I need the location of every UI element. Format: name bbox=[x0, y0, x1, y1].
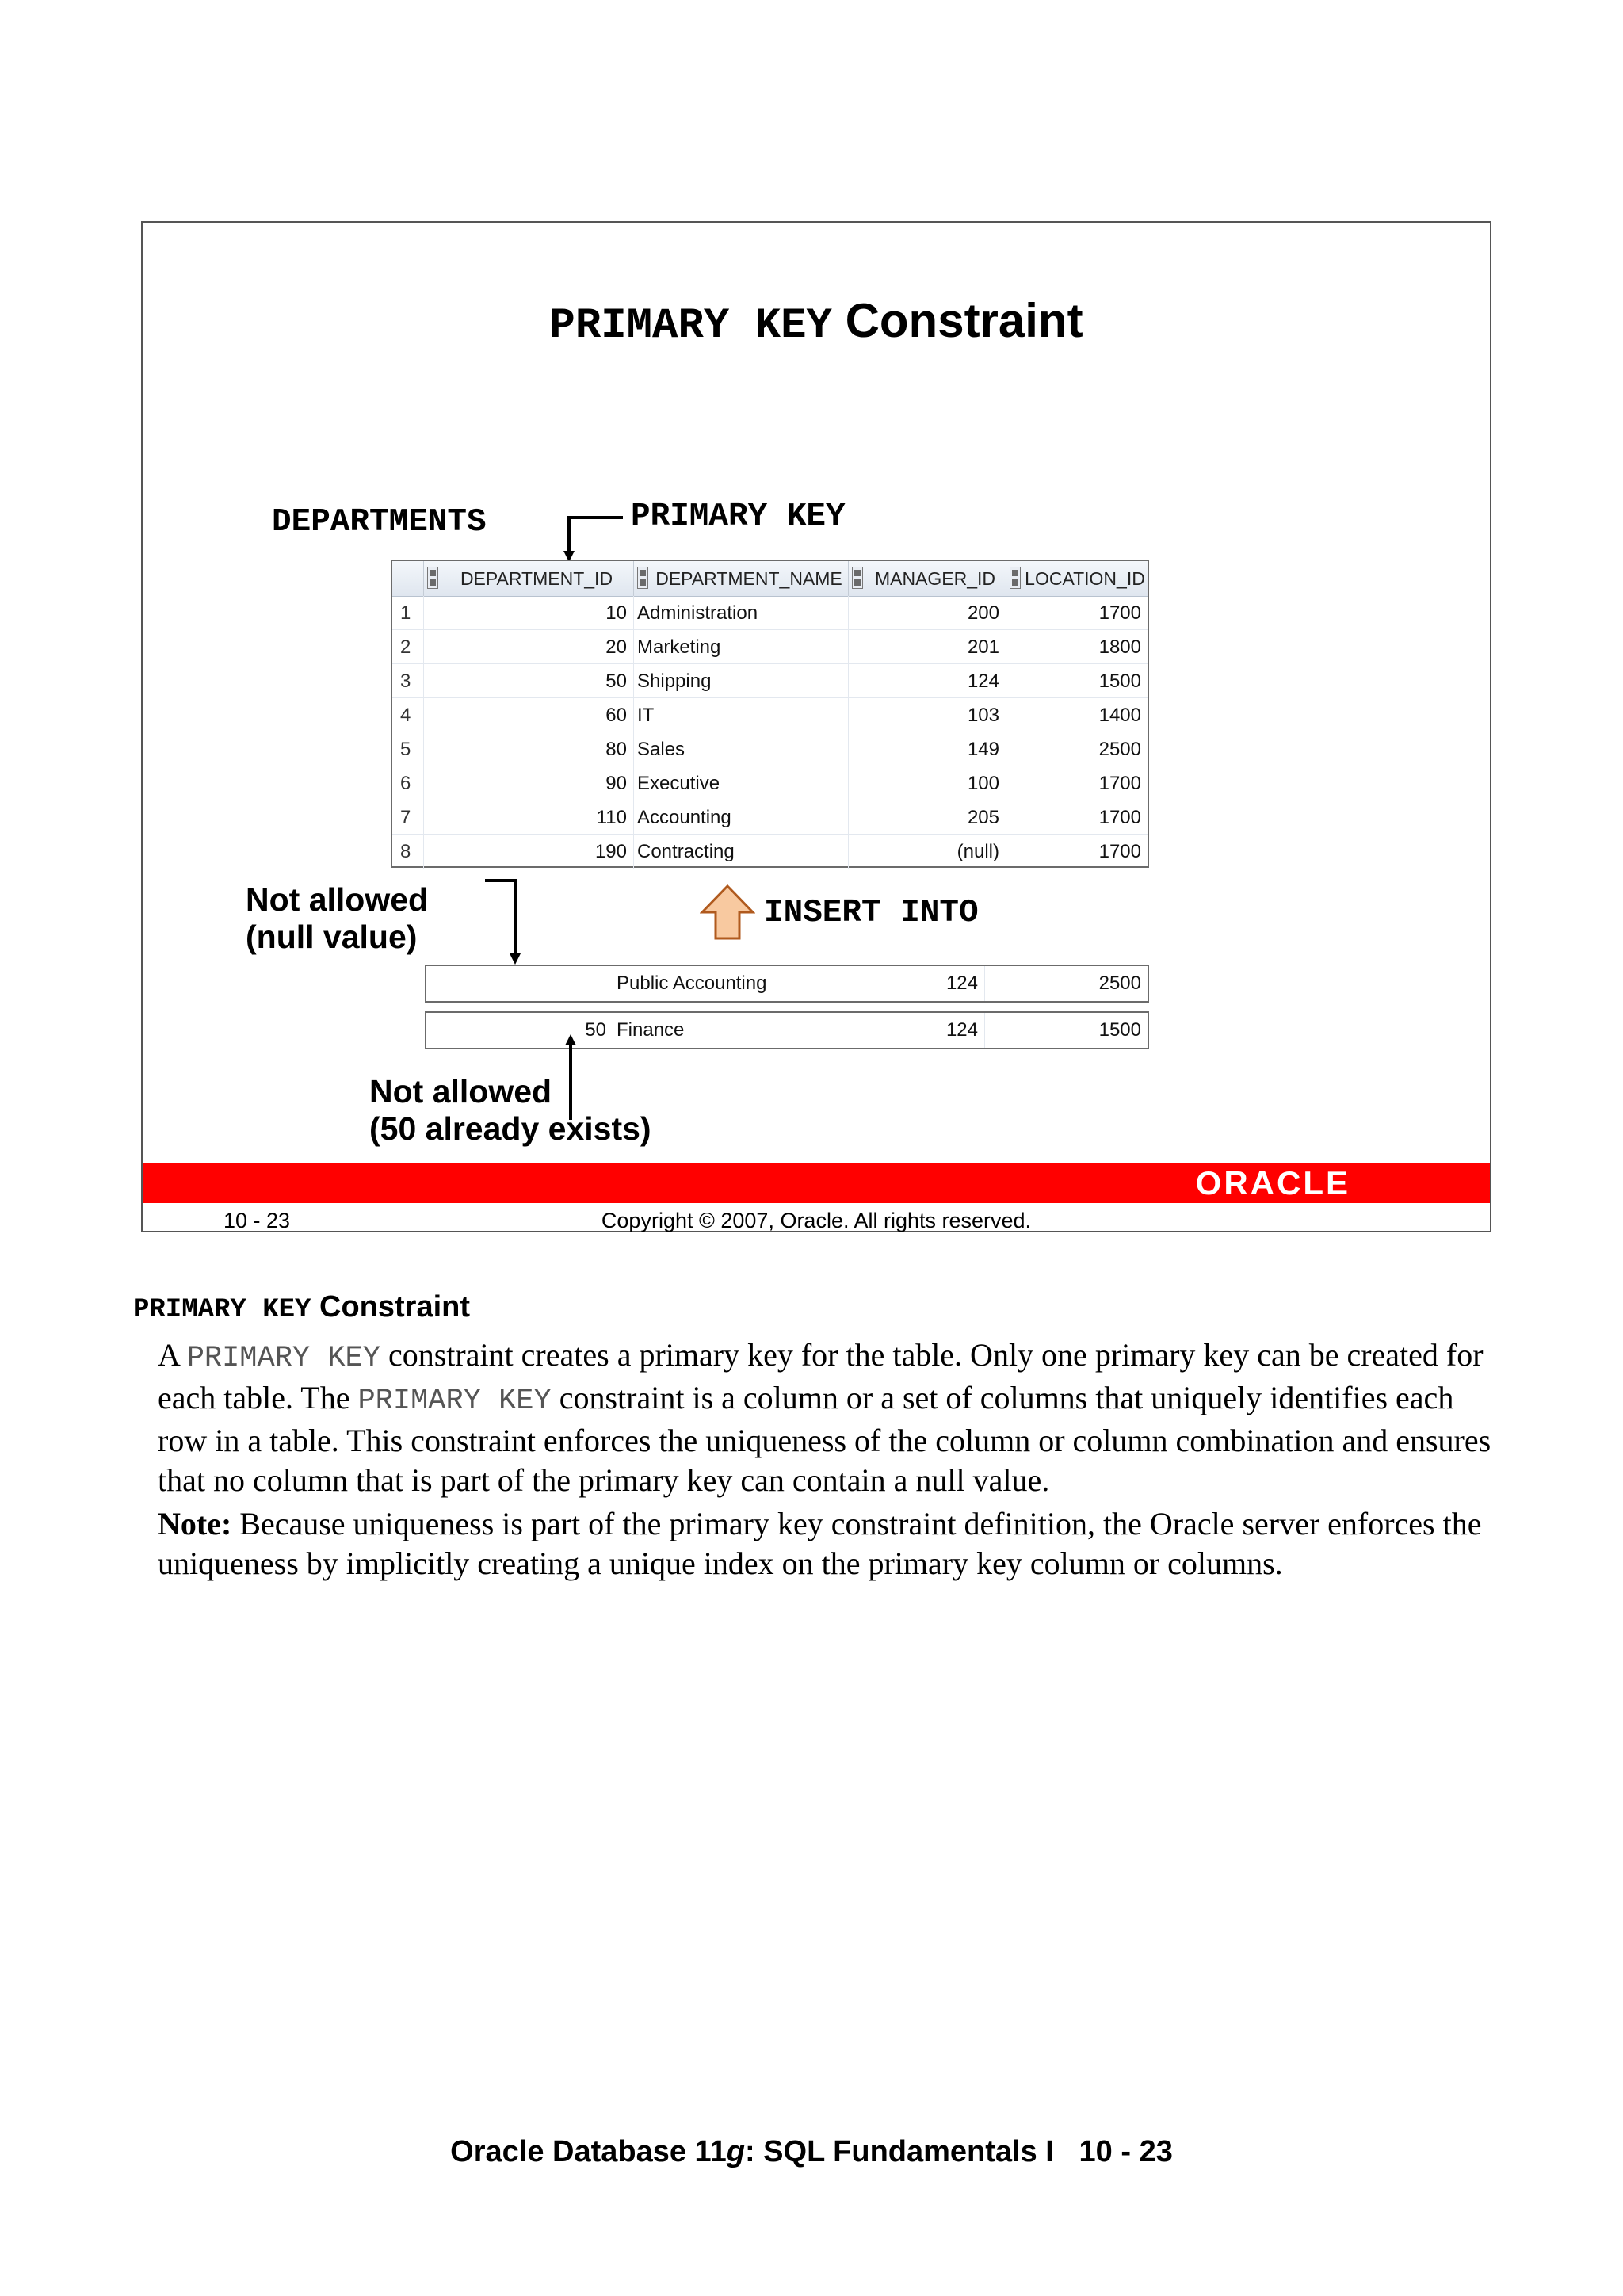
table-row: 3 50 Shipping 124 1500 bbox=[392, 664, 1148, 698]
table-row: 1 10 Administration 200 1700 bbox=[392, 596, 1148, 630]
column-header[interactable]: MANAGER_ID bbox=[849, 561, 1006, 596]
table-row: 2 20 Marketing 201 1800 bbox=[392, 630, 1148, 664]
page-footer: Oracle Database 11g: SQL Fundamentals I 10 - 23 bbox=[450, 2135, 1173, 2168]
pk-connector-v bbox=[567, 516, 571, 554]
column-header[interactable]: DEPARTMENT_ID bbox=[424, 561, 634, 596]
null-connector-h bbox=[485, 879, 517, 882]
null-connector-v bbox=[514, 879, 517, 957]
slide bbox=[141, 221, 1491, 1232]
slide-title-text: Constraint bbox=[845, 294, 1083, 347]
not-allowed-exists-label: Not allowed (50 already exists) bbox=[369, 1073, 651, 1147]
primary-key-label: PRIMARY KEY bbox=[631, 499, 846, 535]
table-header bbox=[392, 561, 1148, 597]
departments-table bbox=[391, 560, 1149, 868]
insert-row: 50 Finance 124 1500 bbox=[425, 1011, 1149, 1049]
column-header[interactable]: LOCATION_ID bbox=[1006, 561, 1148, 596]
table-row: 5 80 Sales 149 2500 bbox=[392, 732, 1148, 766]
note-paragraph: Note: Because uniqueness is part of the primary key constraint definition, the Oracle server enforces the uniqueness by implicitly creating a unique index on the primary key column or columns. bbox=[158, 1506, 1482, 1581]
notes-paragraph: A PRIMARY KEY constraint creates a primary key for the table. Only one primary key can be created for each table. The PRIMARY KEY constraint is a column or a set of columns that uniquely identifies each row in a table. This constraint enforces the uniqueness of the column or column combination and ensures that no column that is part of the primary key can contain a null value. bbox=[158, 1337, 1491, 1498]
slide-title-code: PRIMARY KEY bbox=[549, 302, 832, 350]
slide-title bbox=[143, 291, 1490, 357]
oracle-logo: ORACLE bbox=[1195, 1164, 1350, 1201]
table-row: 7 110 Accounting 205 1700 bbox=[392, 800, 1148, 835]
insert-into-label: INSERT INTO bbox=[764, 895, 979, 931]
column-header[interactable]: DEPARTMENT_NAME bbox=[634, 561, 849, 596]
notes-heading: PRIMARY KEY Constraint bbox=[133, 1290, 470, 1325]
table-row: 6 90 Executive 100 1700 bbox=[392, 766, 1148, 800]
rownum-header bbox=[392, 561, 424, 596]
pk-connector-h bbox=[567, 516, 623, 519]
departments-label: DEPARTMENTS bbox=[272, 504, 487, 541]
insert-arrow-icon bbox=[700, 884, 755, 941]
insert-row: Public Accounting 124 2500 bbox=[425, 965, 1149, 1003]
table-row: 4 60 IT 103 1400 bbox=[392, 698, 1148, 732]
table-row: 8 190 Contracting (null) 1700 bbox=[392, 835, 1148, 869]
not-allowed-null-label: Not allowed (null value) bbox=[246, 881, 429, 955]
slide-number: 10 - 23 bbox=[223, 1209, 291, 1232]
copyright: Copyright © 2007, Oracle. All rights reserved. bbox=[601, 1209, 1032, 1232]
null-arrow-icon bbox=[510, 953, 521, 965]
